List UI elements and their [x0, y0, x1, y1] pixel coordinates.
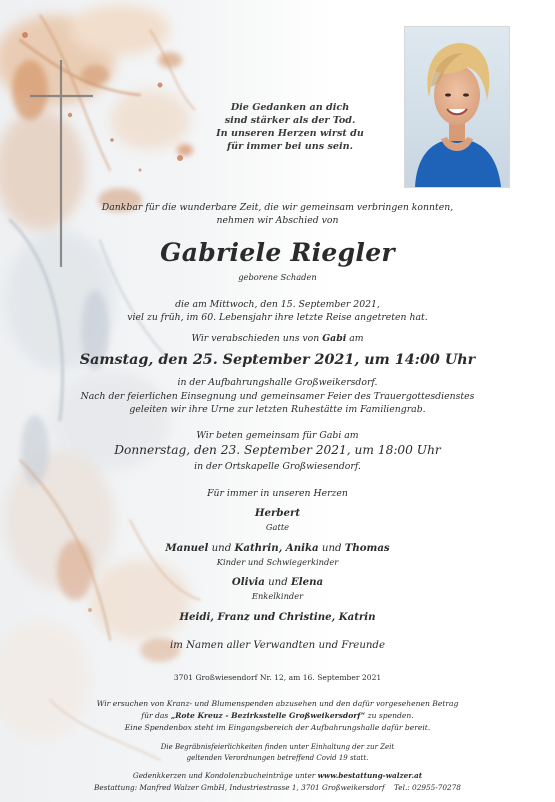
- deceased-name: Gabriele Riegler: [160, 238, 395, 267]
- donation-line: [0, 711, 555, 720]
- poem-line: Die Gedanken an dich: [230, 102, 350, 113]
- relatives-line: im Namen aller Verwandten und Freunde: [169, 640, 385, 651]
- donation-text: zu spenden.: [365, 711, 414, 720]
- covid-line: Die Begräbnisfeierlichkeiten finden unter Einhaltung der zur Zeit: [160, 743, 395, 751]
- child-name: Thomas: [344, 542, 390, 554]
- grandchildren-names: [0, 576, 555, 588]
- donation-recipient: „Rote Kreuz - Bezirksstelle Großweikersdorf“: [170, 711, 366, 720]
- portrait-photo: [404, 26, 510, 188]
- grandchild-name: Olivia: [231, 576, 265, 588]
- farewell-pre: Wir verabschieden uns von: [191, 333, 323, 344]
- donation-line: Wir ersuchen von Kranz- und Blumenspenden abzusehen und den dafür vorgesehenen Betrag: [96, 699, 459, 708]
- spouse-name: Herbert: [254, 507, 301, 519]
- spouse-role: Gatte: [265, 522, 290, 532]
- prayer-intro: Wir beten gemeinsam für Gabi am: [196, 430, 359, 441]
- donation-text: für das: [141, 711, 171, 720]
- poem-line: für immer bei uns sein.: [227, 141, 353, 152]
- prayer-place: in der Ortskapelle Großwiesendorf.: [194, 461, 361, 472]
- grandchildren-role: Enkelkinder: [251, 591, 304, 601]
- mourners-intro: Für immer in unseren Herzen: [207, 488, 348, 499]
- donation-line: Eine Spendenbox steht im Eingangsbereich der Aufbahrungshalle dafür bereit.: [124, 723, 431, 732]
- memorial-poem: [190, 101, 390, 153]
- birth-name: geborene Schaden: [238, 272, 317, 282]
- children-names: [0, 542, 555, 554]
- child-name: Kathrin, Anika: [234, 542, 319, 554]
- prayer-date: Donnerstag, den 23. September 2021, um 18:00 Uhr: [114, 443, 441, 457]
- footer-website-link[interactable]: www.bestattung-walzer.at: [317, 771, 423, 780]
- siblings-names: Heidi, Franz und Christine, Katrin: [179, 611, 376, 623]
- funeral-detail: in der Aufbahrungshalle Großweikersdorf.: [177, 377, 378, 388]
- death-line: viel zu früh, im 60. Lebensjahr ihre letzte Reise angetreten hat.: [127, 312, 428, 323]
- intro-line: nehmen wir Abschied von: [216, 215, 339, 226]
- funeral-date: Samstag, den 25. September 2021, um 14:00 Uhr: [79, 352, 476, 368]
- funeral-detail: geleiten wir ihre Urne zur letzten Ruhestätte im Familiengrab.: [129, 404, 426, 415]
- poem-line: sind stärker als der Tod.: [224, 115, 356, 126]
- poem-line: In unseren Herzen wirst du: [216, 128, 364, 139]
- farewell-line: [0, 333, 555, 344]
- children-role: Kinder und Schwiegerkinder: [216, 557, 339, 567]
- footer-text: Gedenkkerzen und Kondolenzbucheinträge unter: [132, 771, 318, 780]
- footer-undertaker: Bestattung: Manfred Walzer GmbH, Industriestrasse 1, 3701 Großweikersdorf Tel.: 02955-70278: [94, 783, 461, 792]
- farewell-post: am: [346, 333, 364, 344]
- funeral-detail: Nach der feierlichen Einsegnung und gemeinsamer Feier des Trauergottesdienstes: [80, 391, 475, 402]
- covid-line: geltenden Verordnungen betreffend Covid 19 statt.: [186, 754, 369, 762]
- farewell-name: Gabi: [322, 333, 347, 344]
- grandchild-name: Elena: [291, 576, 324, 588]
- footer-condolence: [0, 771, 555, 780]
- and-word: und: [318, 543, 345, 554]
- and-word: und: [264, 577, 291, 588]
- death-line: die am Mittwoch, den 15. September 2021,: [175, 299, 380, 310]
- and-word: und: [208, 543, 235, 554]
- place-date: 3701 Großwiesendorf Nr. 12, am 16. September 2021: [173, 673, 382, 682]
- child-name: Manuel: [165, 542, 209, 554]
- intro-line: Dankbar für die wunderbare Zeit, die wir gemeinsam verbringen konnten,: [101, 202, 454, 213]
